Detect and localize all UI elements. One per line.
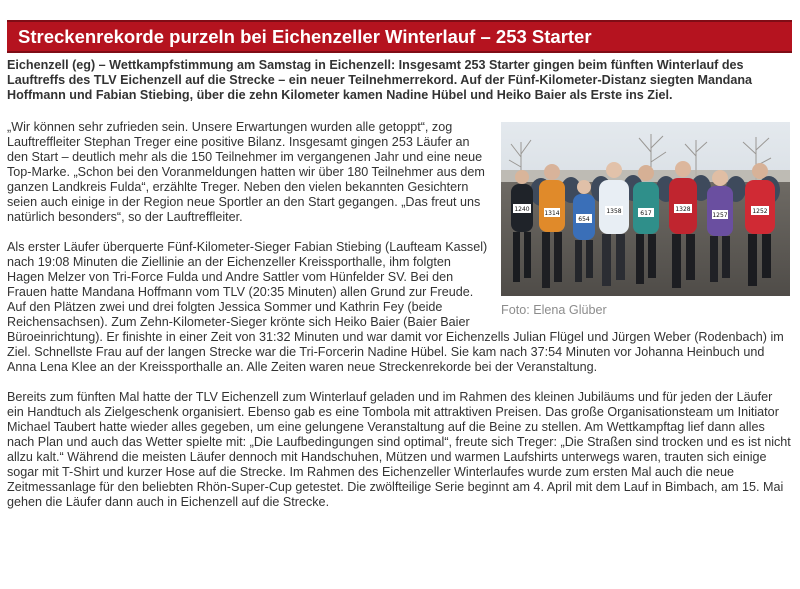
article-headline: Streckenrekorde purzeln bei Eichenzeller Winterlauf – 253 Starter (7, 20, 792, 53)
bib-number: 654 (578, 216, 590, 223)
photo-caption: Foto: Elena Glüber (501, 303, 607, 317)
article (0, 20, 800, 589)
article-figure (501, 122, 790, 318)
article-lead: Eichenzell (eg) – Wettkampfstimmung am Samstag in Eichenzell: Insgesamt 253 Starter gingen beim fünften Winterlauf des Lauftreffs des TLV Eichenzell auf die Strecke – ein neuer Teilnehmerrekord. Auf der Fünf-Kilometer-Distanz siegten Mandana Hoffmann und Fabian Stiebing, über die zehn Kilometer kamen Nadine Hübel und Heiko Baier als Erste ins Ziel. (7, 58, 753, 102)
bib-number: 1328 (675, 206, 691, 213)
article-body (7, 120, 792, 510)
runners-photo[interactable] (501, 122, 790, 296)
bib-number: 617 (640, 210, 652, 217)
bib-number: 1257 (712, 212, 728, 219)
bib-number: 1358 (606, 208, 622, 215)
bib-number: 1240 (514, 206, 530, 213)
article-paragraph: Bereits zum fünften Mal hatte der TLV Eichenzell zum Winterlauf geladen und im Rahmen des kleinen Jubiläums und für jeden der Läufer ein Handtuch als Zielgeschenk organisiert. Ebenso gab es eine Tombola mit attraktiven Preisen. Das große Organisationsteam um Initiator Michael Taubert hatte wieder alles gegeben, um eine gelungene Veranstaltung auf die Beine zu stellen. Am Wettkampftag lief dann alles nach Plan und auch das Wetter spielte mit: „Die Laufbedingungen sind optimal“, freute sich Treger: „Die Straßen sind trocken und es ist nicht allzu kalt.“ Während die meisten Läufer dennoch mit Handschuhen, Mützen und warmen Laufshirts unterwegs waren, trauten sich einige sogar mit T-Shirt und kurzer Hose auf die Strecke. Im Rahmen des Eichenzeller Winterlaufes wurde zum ersten Mal auch die neue Zeitmessanlage für den beliebten Rhön-Super-Cup getestet. Die zwölfteilige Serie beginnt am 4. April mit dem Lauf in Bimbach, am 15. Mai gehen die Läufer dann auch in Eichenzell auf die Strecke. (7, 390, 791, 509)
bib-number: 1314 (544, 210, 560, 217)
article-paragraph: Als erster Läufer überquerte Fünf-Kilometer-Sieger Fabian Stiebing (Laufteam Kassel) nach 19:08 Minuten die Ziellinie an der Eichenzeller Kreissporthalle, ihm folgten Hagen Melzer von Tri-Force Fulda und Andre Sattler vom Hünfelder SV. Bei den Frauen hatte Mandana Hoffmann vom TLV (20:35 Minuten) allen Grund zur Freude. Auf den Plätzen zwei und drei folgten Jessica Sommer und Kathrin Fey (beide Reichensachsen). Zum Zehn-Kilometer-Sieger krönte sich Heiko Baier (Baier Baier Büroeinrichtung). Er finishte in einer Zeit von 31:32 Minuten und war damit vor Eichenzells Julian Flügel und Jürgen Weber (Rodenbach) im Ziel. Schnellste Frau auf der langen Strecke war die Tri-Forcerin Nadine Hübel. Sie kam nach 37:54 Minuten vor Johanna Heinbuch und Anna Lena Klee an der Kreissporthalle an. Alle Zeiten waren neue Streckenrekorde bei der Veranstaltung. (7, 240, 784, 374)
article-paragraph: „Wir können sehr zufrieden sein. Unsere Erwartungen wurden alle getoppt“, zog Lauftreffleiter Stephan Treger eine positive Bilanz. Insgesamt gingen 253 Läufer an den Start – deutlich mehr als die 150 Teilnehmer im vergangenen Jahr und eine neue Top-Marke. „Schon bei den Voranmeldungen hatten wir über 180 Teilnehmer aus dem ganzen Landkreis Fulda“, erzählte Treger. Neben den vielen bekannten Gesichtern seien auch einige in der Region neue Sportler an den Start gegangen. „Das freut uns natürlich besonders“, so der Lauftreffleiter. (7, 120, 485, 224)
bib-number: 1252 (752, 208, 768, 215)
